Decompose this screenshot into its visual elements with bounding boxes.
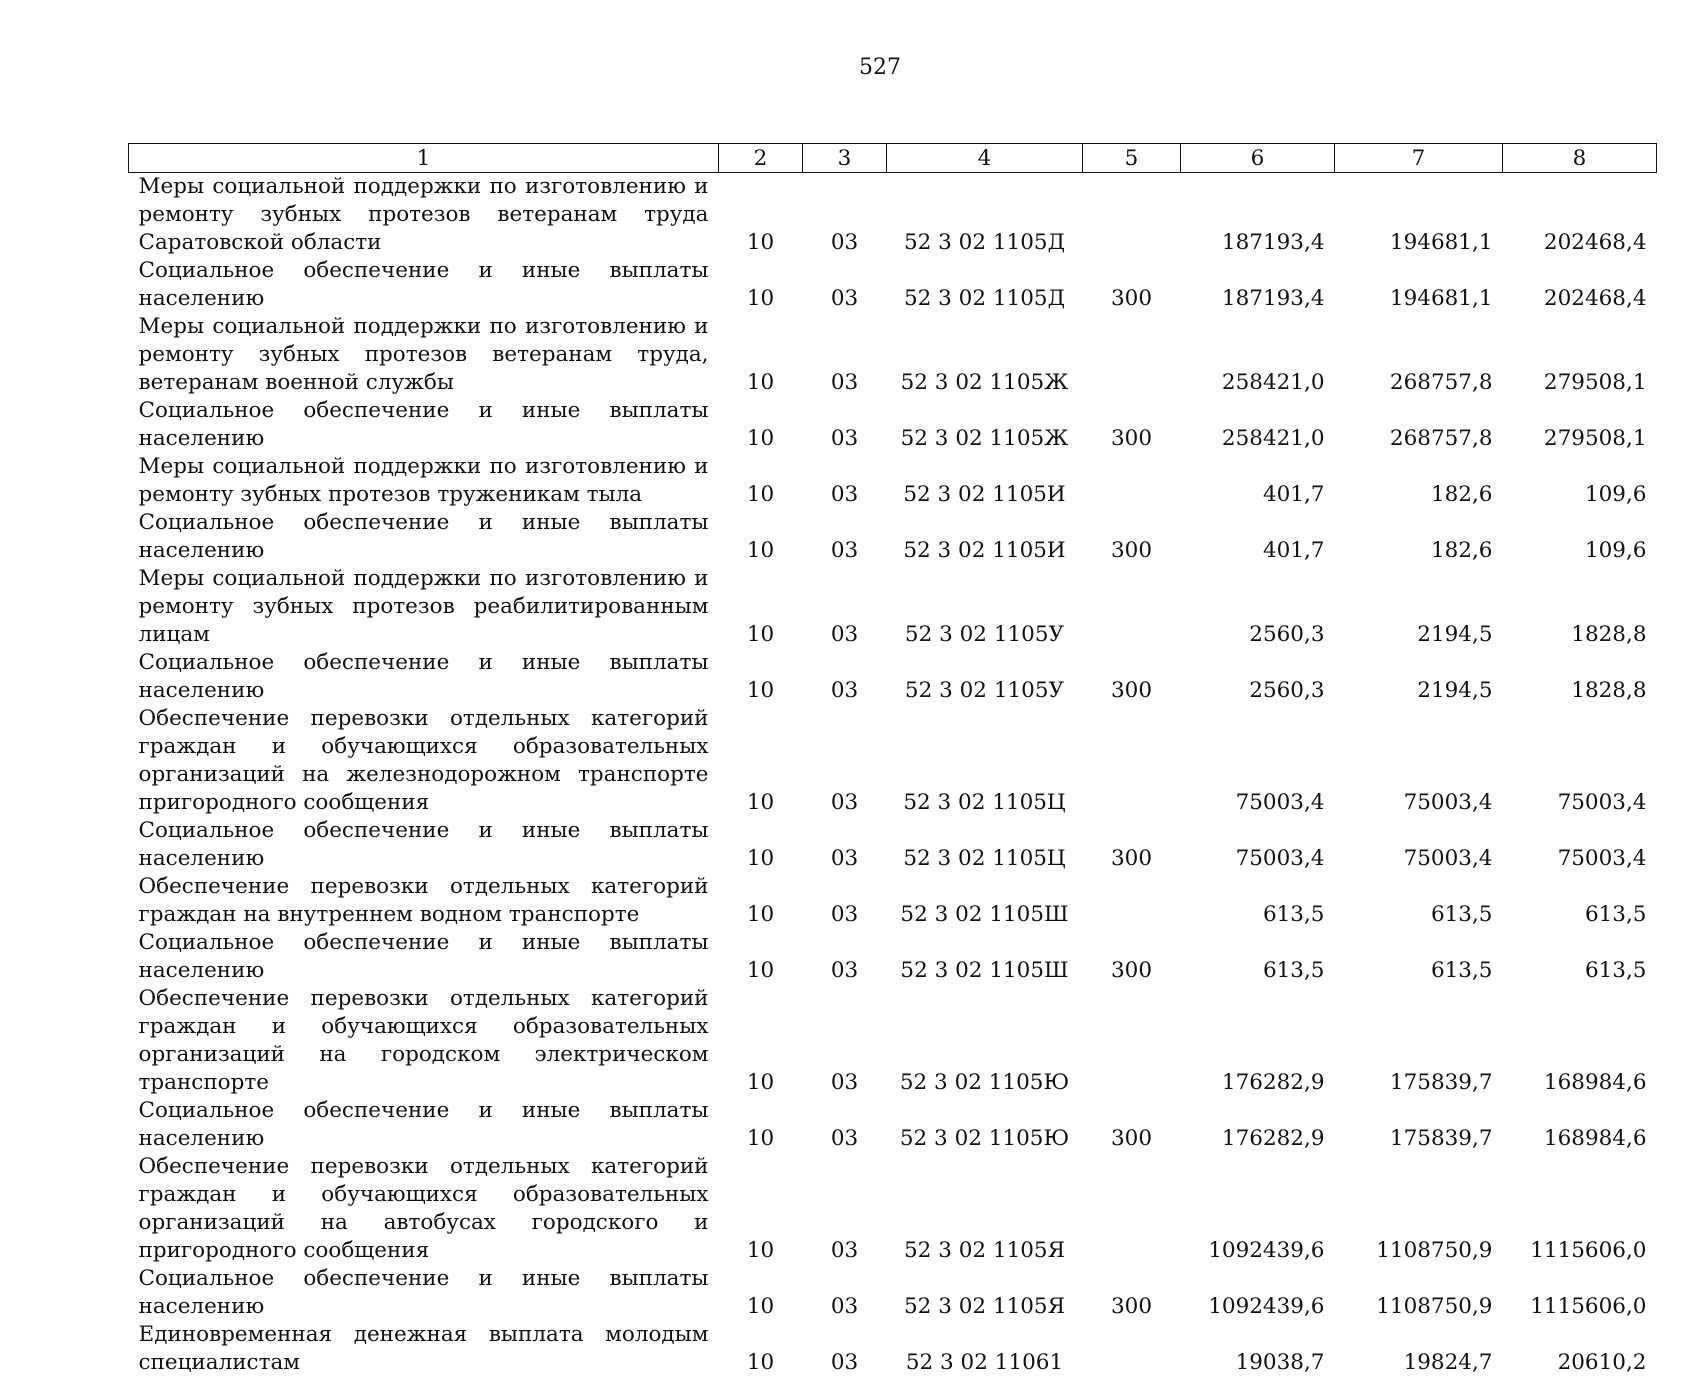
row-section: 10 [719, 649, 803, 705]
table-row [129, 173, 1657, 258]
row-subsection: 03 [803, 509, 887, 565]
row-expense-type [1083, 565, 1181, 649]
row-amount-year1: 187193,4 [1181, 257, 1335, 313]
header-col-6: 6 [1181, 144, 1335, 173]
row-expense-type: 300 [1083, 397, 1181, 453]
row-expense-type: 300 [1083, 649, 1181, 705]
header-col-7: 7 [1335, 144, 1503, 173]
row-name: Обеспечение перевозки отдельных категорий граждан и обучающихся образовательных организаций на автобусах городского и пригородного сообщения [129, 1153, 719, 1265]
row-amount-year1: 2560,3 [1181, 649, 1335, 705]
row-amount-year1: 75003,4 [1181, 817, 1335, 873]
row-target-code: 52 3 02 1105Я [887, 1153, 1083, 1265]
row-amount-year2: 75003,4 [1335, 705, 1503, 817]
row-amount-year2: 613,5 [1335, 929, 1503, 985]
row-amount-year1: 613,5 [1181, 929, 1335, 985]
row-amount-year1: 613,5 [1181, 873, 1335, 929]
row-section: 10 [719, 1265, 803, 1321]
table-row [129, 1265, 1657, 1321]
row-name: Обеспечение перевозки отдельных категорий граждан и обучающихся образовательных организаций на железнодорожном транспорте пригородного сообщения [129, 705, 719, 817]
row-section: 10 [719, 817, 803, 873]
row-section: 10 [719, 257, 803, 313]
row-target-code: 52 3 02 1105Ж [887, 397, 1083, 453]
row-amount-year1: 401,7 [1181, 509, 1335, 565]
row-subsection: 03 [803, 1153, 887, 1265]
row-amount-year1: 401,7 [1181, 453, 1335, 509]
table-row [129, 565, 1657, 649]
row-target-code: 52 3 02 1105И [887, 453, 1083, 509]
row-section: 10 [719, 313, 803, 397]
row-expense-type [1083, 873, 1181, 929]
row-target-code: 52 3 02 1105И [887, 509, 1083, 565]
row-expense-type [1083, 1321, 1181, 1377]
row-target-code: 52 3 02 1105Я [887, 1265, 1083, 1321]
row-amount-year3: 202468,4 [1503, 173, 1657, 258]
row-amount-year2: 75003,4 [1335, 817, 1503, 873]
header-col-3: 3 [803, 144, 887, 173]
row-expense-type: 300 [1083, 929, 1181, 985]
row-amount-year2: 613,5 [1335, 873, 1503, 929]
row-name: Обеспечение перевозки отдельных категорий граждан на внутреннем водном транспорте [129, 873, 719, 929]
row-expense-type [1083, 313, 1181, 397]
table-row [129, 649, 1657, 705]
row-target-code: 52 3 02 1105Ш [887, 929, 1083, 985]
row-name: Меры социальной поддержки по изготовлению и ремонту зубных протезов реабилитированным лицам [129, 565, 719, 649]
table-row [129, 257, 1657, 313]
table-row [129, 453, 1657, 509]
table-row [129, 397, 1657, 453]
row-name: Социальное обеспечение и иные выплаты населению [129, 257, 719, 313]
row-amount-year1: 258421,0 [1181, 397, 1335, 453]
table-row [129, 873, 1657, 929]
row-amount-year2: 1108750,9 [1335, 1153, 1503, 1265]
row-amount-year3: 279508,1 [1503, 313, 1657, 397]
table-row [129, 1097, 1657, 1153]
row-subsection: 03 [803, 173, 887, 258]
table-row [129, 313, 1657, 397]
row-subsection: 03 [803, 705, 887, 817]
row-name: Социальное обеспечение и иные выплаты населению [129, 509, 719, 565]
row-target-code: 52 3 02 11061 [887, 1321, 1083, 1377]
table-row [129, 509, 1657, 565]
row-amount-year3: 279508,1 [1503, 397, 1657, 453]
row-amount-year3: 1828,8 [1503, 565, 1657, 649]
row-amount-year1: 187193,4 [1181, 173, 1335, 258]
row-name: Меры социальной поддержки по изготовлению и ремонту зубных протезов ветеранам труда, ветеранам военной службы [129, 313, 719, 397]
table-row [129, 985, 1657, 1097]
row-amount-year3: 75003,4 [1503, 817, 1657, 873]
row-amount-year1: 2560,3 [1181, 565, 1335, 649]
table-row [129, 929, 1657, 985]
header-col-5: 5 [1083, 144, 1181, 173]
row-amount-year1: 75003,4 [1181, 705, 1335, 817]
row-expense-type: 300 [1083, 257, 1181, 313]
row-subsection: 03 [803, 453, 887, 509]
row-expense-type [1083, 705, 1181, 817]
row-amount-year3: 1828,8 [1503, 649, 1657, 705]
row-name: Единовременная денежная выплата молодым специалистам [129, 1321, 719, 1377]
row-amount-year2: 19824,7 [1335, 1321, 1503, 1377]
row-subsection: 03 [803, 649, 887, 705]
page-number: 527 [0, 55, 1697, 80]
header-row [129, 144, 1657, 173]
row-amount-year1: 176282,9 [1181, 985, 1335, 1097]
row-subsection: 03 [803, 397, 887, 453]
row-amount-year3: 20610,2 [1503, 1321, 1657, 1377]
table-header [129, 144, 1657, 173]
row-section: 10 [719, 929, 803, 985]
row-subsection: 03 [803, 313, 887, 397]
row-target-code: 52 3 02 1105У [887, 649, 1083, 705]
table-row [129, 1321, 1657, 1377]
header-col-2: 2 [719, 144, 803, 173]
row-target-code: 52 3 02 1105Д [887, 257, 1083, 313]
row-target-code: 52 3 02 1105Ц [887, 817, 1083, 873]
table-row [129, 817, 1657, 873]
row-subsection: 03 [803, 929, 887, 985]
row-name: Социальное обеспечение и иные выплаты населению [129, 649, 719, 705]
row-section: 10 [719, 1153, 803, 1265]
row-amount-year3: 202468,4 [1503, 257, 1657, 313]
header-col-4: 4 [887, 144, 1083, 173]
row-expense-type [1083, 173, 1181, 258]
row-amount-year1: 176282,9 [1181, 1097, 1335, 1153]
row-subsection: 03 [803, 817, 887, 873]
row-subsection: 03 [803, 985, 887, 1097]
row-amount-year3: 168984,6 [1503, 985, 1657, 1097]
row-section: 10 [719, 1321, 803, 1377]
table-body [129, 173, 1657, 1377]
row-expense-type: 300 [1083, 509, 1181, 565]
row-expense-type [1083, 985, 1181, 1097]
row-expense-type: 300 [1083, 1097, 1181, 1153]
row-amount-year3: 109,6 [1503, 453, 1657, 509]
row-expense-type [1083, 453, 1181, 509]
row-amount-year3: 1115606,0 [1503, 1153, 1657, 1265]
row-amount-year2: 175839,7 [1335, 985, 1503, 1097]
row-subsection: 03 [803, 565, 887, 649]
row-amount-year3: 613,5 [1503, 929, 1657, 985]
table-row [129, 1153, 1657, 1265]
row-target-code: 52 3 02 1105Ж [887, 313, 1083, 397]
row-section: 10 [719, 873, 803, 929]
header-col-8: 8 [1503, 144, 1657, 173]
row-amount-year3: 613,5 [1503, 873, 1657, 929]
row-amount-year2: 194681,1 [1335, 257, 1503, 313]
row-section: 10 [719, 173, 803, 258]
row-name: Меры социальной поддержки по изготовлению и ремонту зубных протезов ветеранам труда Саратовской области [129, 173, 719, 258]
row-subsection: 03 [803, 873, 887, 929]
row-subsection: 03 [803, 1321, 887, 1377]
row-amount-year3: 168984,6 [1503, 1097, 1657, 1153]
row-section: 10 [719, 565, 803, 649]
row-amount-year2: 268757,8 [1335, 397, 1503, 453]
row-name: Социальное обеспечение и иные выплаты населению [129, 929, 719, 985]
row-name: Социальное обеспечение и иные выплаты населению [129, 397, 719, 453]
row-amount-year2: 1108750,9 [1335, 1265, 1503, 1321]
row-name: Социальное обеспечение и иные выплаты населению [129, 817, 719, 873]
row-target-code: 52 3 02 1105У [887, 565, 1083, 649]
row-amount-year2: 194681,1 [1335, 173, 1503, 258]
row-amount-year2: 182,6 [1335, 509, 1503, 565]
row-amount-year2: 2194,5 [1335, 565, 1503, 649]
row-amount-year3: 109,6 [1503, 509, 1657, 565]
row-subsection: 03 [803, 257, 887, 313]
row-section: 10 [719, 705, 803, 817]
row-subsection: 03 [803, 1097, 887, 1153]
row-amount-year3: 1115606,0 [1503, 1265, 1657, 1321]
row-subsection: 03 [803, 1265, 887, 1321]
row-section: 10 [719, 453, 803, 509]
row-amount-year1: 19038,7 [1181, 1321, 1335, 1377]
row-section: 10 [719, 1097, 803, 1153]
row-expense-type [1083, 1153, 1181, 1265]
row-name: Меры социальной поддержки по изготовлению и ремонту зубных протезов труженикам тыла [129, 453, 719, 509]
row-name: Обеспечение перевозки отдельных категорий граждан и обучающихся образовательных организаций на городском электрическом транспорте [129, 985, 719, 1097]
table-row [129, 705, 1657, 817]
row-amount-year1: 258421,0 [1181, 313, 1335, 397]
row-name: Социальное обеспечение и иные выплаты населению [129, 1097, 719, 1153]
row-section: 10 [719, 509, 803, 565]
row-amount-year2: 2194,5 [1335, 649, 1503, 705]
row-target-code: 52 3 02 1105Ц [887, 705, 1083, 817]
budget-table [128, 143, 1657, 1377]
row-target-code: 52 3 02 1105Ю [887, 985, 1083, 1097]
row-section: 10 [719, 985, 803, 1097]
row-section: 10 [719, 397, 803, 453]
row-amount-year2: 182,6 [1335, 453, 1503, 509]
row-expense-type: 300 [1083, 1265, 1181, 1321]
row-amount-year2: 268757,8 [1335, 313, 1503, 397]
row-target-code: 52 3 02 1105Ш [887, 873, 1083, 929]
row-amount-year1: 1092439,6 [1181, 1153, 1335, 1265]
row-amount-year3: 75003,4 [1503, 705, 1657, 817]
row-amount-year1: 1092439,6 [1181, 1265, 1335, 1321]
row-target-code: 52 3 02 1105Д [887, 173, 1083, 258]
header-col-1: 1 [129, 144, 719, 173]
row-name: Социальное обеспечение и иные выплаты населению [129, 1265, 719, 1321]
row-target-code: 52 3 02 1105Ю [887, 1097, 1083, 1153]
row-expense-type: 300 [1083, 817, 1181, 873]
row-amount-year2: 175839,7 [1335, 1097, 1503, 1153]
